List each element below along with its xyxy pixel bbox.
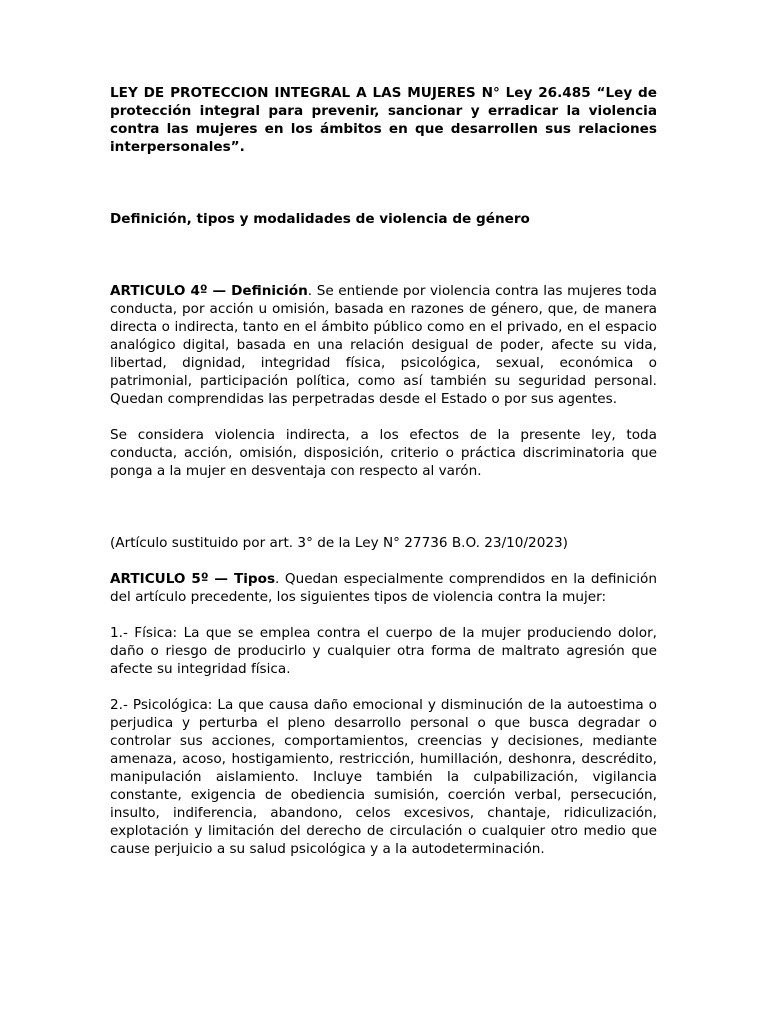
article-4-paragraph	[110, 282, 657, 408]
list-item-psicologica: 2.- Psicológica: La que causa daño emocional y disminución de la autoestima o perjudica y perturba el pleno desarrollo personal o que busca degradar o controlar sus acciones, comportamientos, creencias y decisiones, mediante amenaza, acoso, hostigamiento, restricción, humillación, deshonra, descrédito, manipulación aislamiento. Incluye también la culpabilización, vigilancia constante, exigencia de obediencia sumisión, coerción verbal, persecución, insulto, indiferencia, abandono, celos excesivos, chantaje, ridiculización, explotación y limitación del derecho de circulación o cualquier otro medio que cause perjuicio a su salud psicológica y a la autodeterminación.	[110, 697, 657, 857]
section-heading: Definición, tipos y modalidades de violencia de género	[110, 211, 530, 227]
list-item-fisica: 1.- Física: La que se emplea contra el cuerpo de la mujer produciendo dolor, daño o riesgo de producirlo y cualquier otra forma de maltrato agresión que afecte su integridad física.	[110, 625, 657, 677]
article-4-text: . Se entiende por violencia contra las mujeres toda conducta, por acción u omisión, basada en razones de género, que, de manera directa o indirecta, tanto en el ámbito público como en el privado, en el espacio analógico digital, basada en una relación desigual de poder, afecte su vida, libertad, dignidad, integridad física, psicológica, sexual, económica o patrimonial, participación política, como así también su seguridad personal. Quedan comprendidas las perpetradas desde el Estado o por sus agentes.	[110, 283, 657, 407]
article-4-heading: ARTICULO 4º — Definición	[110, 283, 308, 299]
amendment-note: (Artículo sustituido por art. 3° de la Ley N° 27736 B.O. 23/10/2023)	[110, 535, 568, 551]
article-5-intro: . Quedan especialmente comprendidos en la definición del artículo precedente, los siguientes tipos de violencia contra la mujer:	[110, 571, 657, 605]
article-5-heading: ARTICULO 5º — Tipos	[110, 571, 276, 587]
article-5-paragraph	[110, 570, 657, 606]
article-4-paragraph-2: Se considera violencia indirecta, a los efectos de la presente ley, toda conducta, acción, omisión, disposición, criterio o práctica discriminatoria que ponga a la mujer en desventaja con respecto al varón.	[110, 427, 657, 479]
document-page	[110, 84, 657, 858]
document-title: LEY DE PROTECCION INTEGRAL A LAS MUJERES N° Ley 26.485 “Ley de protección integral para prevenir, sancionar y erradicar la violencia contra las mujeres en los ámbitos en que desarrollen sus relaciones interpersonales”.	[110, 85, 657, 155]
